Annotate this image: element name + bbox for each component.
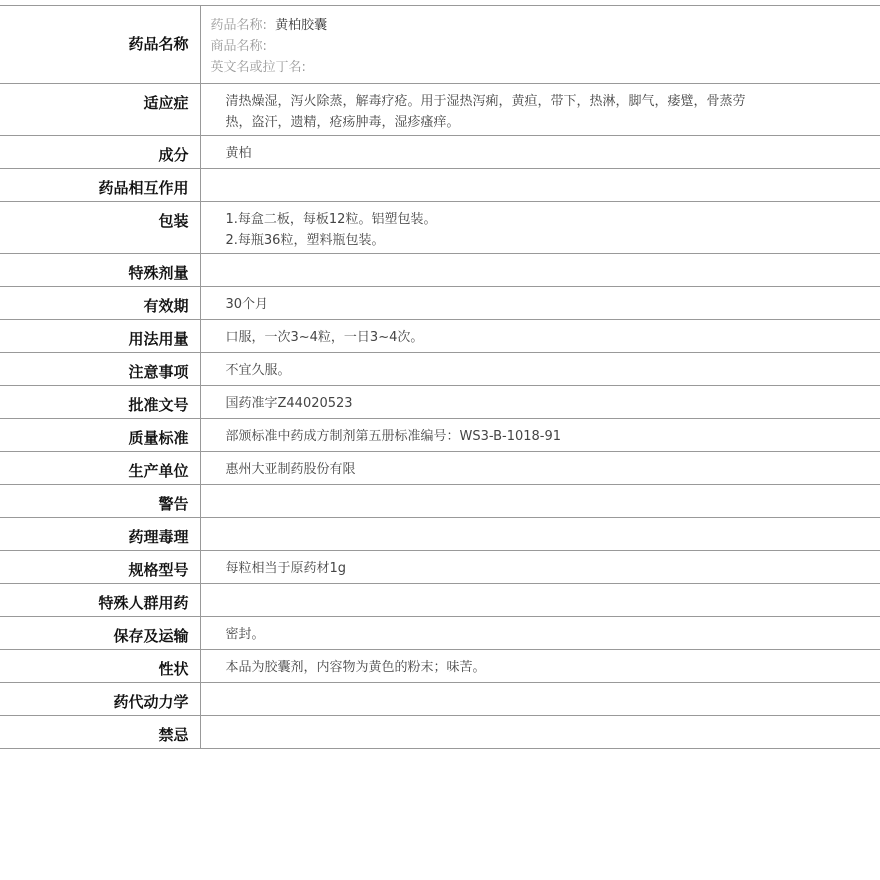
- row-label: [0, 551, 200, 584]
- row-label-text: 规格型号: [128, 561, 189, 579]
- table-row-specification: [0, 551, 880, 584]
- table-row-indications: [0, 84, 880, 136]
- row-label-text: 禁忌: [158, 726, 189, 744]
- row-label-text: 生产单位: [128, 462, 189, 480]
- row-value-line: 30个月: [225, 297, 269, 312]
- row-value: [200, 287, 880, 320]
- row-label-text: 特殊人群用药: [98, 594, 189, 612]
- row-value-line: 部颁标准中药成方制剂第五册标准编号：WS3-B-1018-91: [225, 429, 562, 444]
- table-row-shelf_life: [0, 287, 880, 320]
- row-value: [200, 452, 880, 485]
- table-row-precautions: [0, 353, 880, 386]
- row-value: [200, 650, 880, 683]
- table-row-storage: [0, 617, 880, 650]
- row-value: [200, 617, 880, 650]
- row-value-line: 1.每盒二板，每板12粒。铝塑包装。: [225, 212, 437, 227]
- row-value-line: 密封。: [225, 627, 265, 642]
- table-row-warning: [0, 485, 880, 518]
- row-value-line: 口服，一次3~4粒，一日3~4次。: [225, 330, 424, 345]
- row-label-text: 用法用量: [128, 330, 189, 348]
- table-row-drug-name: [0, 6, 880, 84]
- row-label-text: 药品相互作用: [98, 179, 189, 197]
- row-label-text: 警告: [158, 495, 189, 513]
- table-row-special_population: [0, 584, 880, 617]
- row-label: [0, 485, 200, 518]
- row-label: [0, 683, 200, 716]
- row-value-line: 黄柏: [225, 146, 252, 161]
- generic-name-line: [211, 15, 880, 36]
- row-value: [200, 254, 880, 287]
- row-label-text: 药品名称: [128, 35, 189, 53]
- row-label: [0, 202, 200, 254]
- trade-name-label: 商品名称:: [210, 39, 267, 54]
- row-label: [0, 386, 200, 419]
- table-row-pharmacokinetics: [0, 683, 880, 716]
- row-label: [0, 320, 200, 353]
- english-name-label: 英文名或拉丁名:: [210, 60, 306, 75]
- table-row-contraindications: [0, 716, 880, 749]
- row-value: [200, 353, 880, 386]
- row-label: [0, 716, 200, 749]
- row-label-text: 包装: [158, 212, 189, 230]
- row-label-text: 药理毒理: [128, 528, 189, 546]
- row-label-text: 特殊剂量: [128, 264, 189, 282]
- row-value: [200, 551, 880, 584]
- table-row-special_dosage: [0, 254, 880, 287]
- row-label-text: 性状: [158, 660, 189, 678]
- row-value-line: 惠州大亚制药股份有限: [225, 462, 356, 477]
- row-value: [200, 169, 880, 202]
- row-label: [0, 584, 200, 617]
- row-label: [0, 353, 200, 386]
- row-label: [0, 84, 200, 136]
- row-value: [200, 136, 880, 169]
- row-value-line: 本品为胶囊剂，内容物为黄色的粉末；味苦。: [225, 660, 486, 675]
- row-label-text: 药代动力学: [113, 693, 189, 711]
- row-value: [200, 518, 880, 551]
- generic-name-value: 黄柏胶囊: [275, 18, 328, 33]
- table-row-standard: [0, 419, 880, 452]
- drug-info-table: [0, 5, 880, 749]
- table-row-pharmacology: [0, 518, 880, 551]
- table-row-interactions: [0, 169, 880, 202]
- row-label-text: 成分: [158, 146, 189, 164]
- row-value-line: 热，盗汗，遗精，疮疡肿毒，湿疹瘙痒。: [225, 115, 460, 130]
- row-label-text: 批准文号: [128, 396, 189, 414]
- row-label-text: 质量标准: [128, 429, 189, 447]
- row-value: [200, 584, 880, 617]
- table-row-packaging: [0, 202, 880, 254]
- row-value: [200, 84, 880, 136]
- table-row-approval: [0, 386, 880, 419]
- row-label: [0, 287, 200, 320]
- row-label-text: 有效期: [143, 297, 189, 315]
- row-label: [0, 617, 200, 650]
- row-label-text: 保存及运输: [113, 627, 189, 645]
- row-value-line: 每粒相当于原药材1g: [225, 561, 347, 576]
- row-label-text: 适应症: [143, 94, 189, 112]
- row-value: [200, 485, 880, 518]
- row-label: [0, 254, 200, 287]
- row-value: [200, 6, 880, 84]
- row-value-line: 清热燥湿，泻火除蒸，解毒疗疮。用于湿热泻痢，黄疸，带下，热淋，脚气，痿躄，骨蒸劳: [225, 94, 746, 109]
- row-value-line: 国药准字Z44020523: [225, 396, 353, 411]
- table-row-description: [0, 650, 880, 683]
- table-row-ingredients: [0, 136, 880, 169]
- row-value: [200, 419, 880, 452]
- row-value: [200, 683, 880, 716]
- row-label: [0, 452, 200, 485]
- table-row-dosage: [0, 320, 880, 353]
- table-row-manufacturer: [0, 452, 880, 485]
- row-value: [200, 320, 880, 353]
- row-label: [0, 419, 200, 452]
- row-label-text: 注意事项: [128, 363, 189, 381]
- row-label: [0, 6, 200, 84]
- row-value: [200, 386, 880, 419]
- row-label: [0, 650, 200, 683]
- row-value: [200, 202, 880, 254]
- row-label: [0, 169, 200, 202]
- row-label: [0, 136, 200, 169]
- row-value: [200, 716, 880, 749]
- row-label: [0, 518, 200, 551]
- row-value-line: 2.每瓶36粒，塑料瓶包装。: [225, 233, 385, 248]
- generic-name-label: 药品名称:: [210, 18, 267, 33]
- row-value-line: 不宜久服。: [225, 363, 291, 378]
